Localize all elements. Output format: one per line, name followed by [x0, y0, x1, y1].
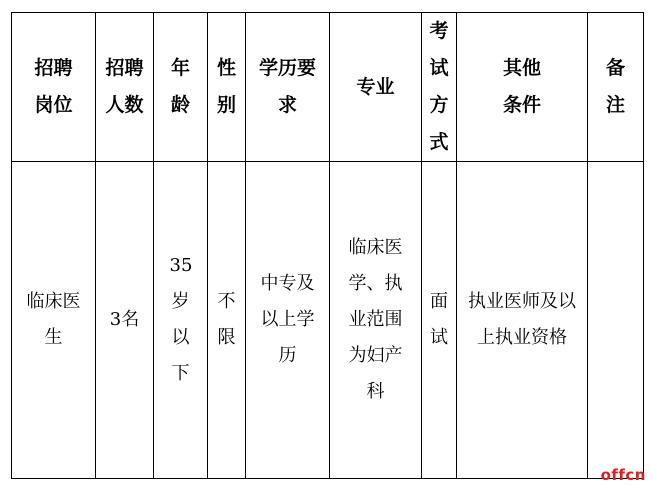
cell-education: 中专及以上学历 [246, 162, 330, 479]
cell-exam: 面试 [422, 162, 457, 479]
header-education: 学历要求 [246, 13, 330, 162]
header-exam: 考试方式 [422, 13, 457, 162]
cell-remarks [588, 162, 644, 479]
header-count: 招聘人数 [96, 13, 154, 162]
cell-position: 临床医生 [12, 162, 96, 479]
header-position: 招聘岗位 [12, 13, 96, 162]
header-remarks: 备注 [588, 13, 644, 162]
header-age: 年龄 [154, 13, 208, 162]
cell-gender: 不限 [208, 162, 246, 479]
cell-conditions: 执业医师及以上执业资格 [457, 162, 588, 479]
header-major: 专业 [330, 13, 422, 162]
table-header-row [12, 13, 644, 162]
cell-major: 临床医学、执业范围为妇产科 [330, 162, 422, 479]
table-row [12, 162, 644, 479]
cell-age: 35岁以下 [154, 162, 208, 479]
header-gender: 性别 [208, 13, 246, 162]
cell-count: 3名 [96, 162, 154, 479]
offcn-watermark-logo: offcn [600, 466, 646, 484]
header-conditions: 其他条件 [457, 13, 588, 162]
recruitment-table [11, 12, 644, 479]
